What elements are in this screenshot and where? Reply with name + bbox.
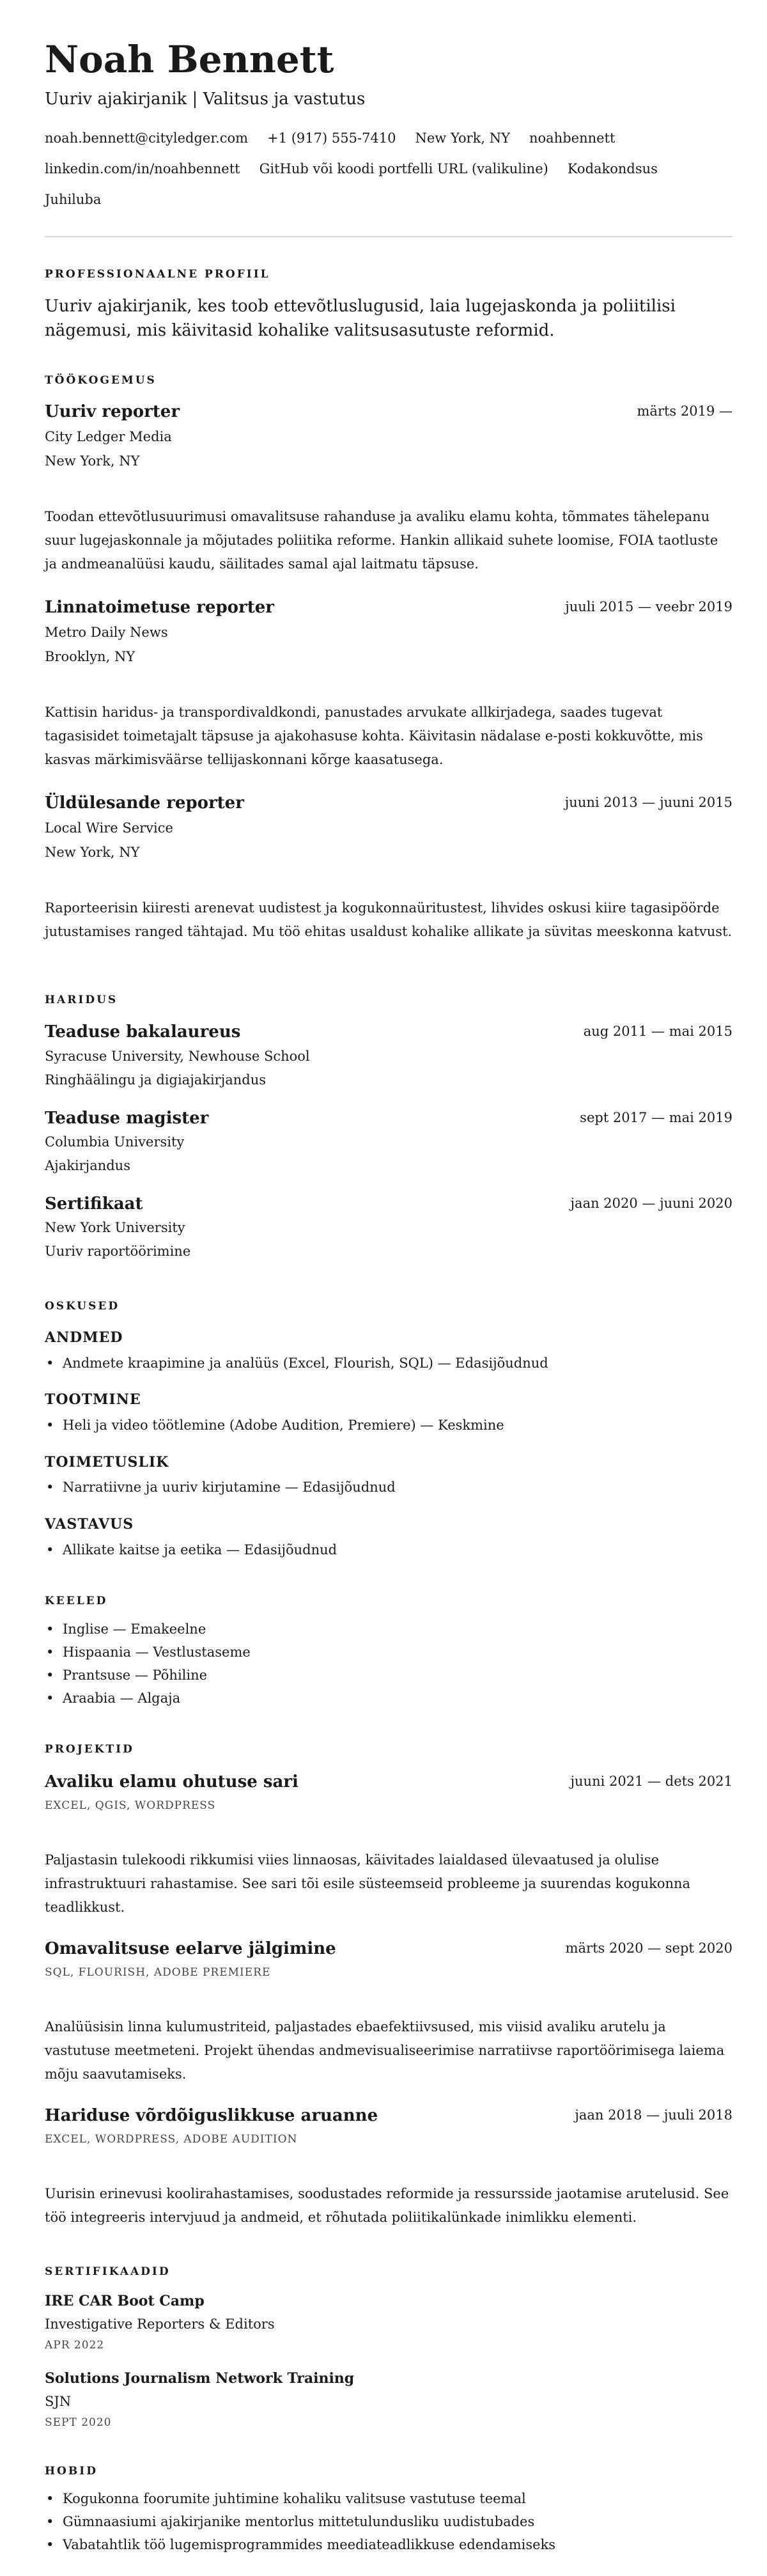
contact-email[interactable]: noah.bennett@cityledger.com [45, 130, 249, 146]
project-dates: jaan 2018 — juuli 2018 [575, 2107, 732, 2123]
job-title: Linnatoimetuse reporter [45, 598, 274, 617]
skill-group-title: TOIMETUSLIK [45, 1454, 169, 1471]
skills-heading: OSKUSED [45, 1300, 120, 1313]
job-employer: City Ledger Media [45, 429, 172, 444]
cert-name: Solutions Journalism Network Training [45, 2370, 355, 2387]
job-title: Üldülesande reporter [45, 793, 244, 813]
language-item: • Inglise — Emakeelne [63, 1620, 206, 1639]
contact-location: New York, NY [415, 130, 510, 146]
job-employer: Metro Daily News [45, 625, 168, 640]
project-title: Avaliku elamu ohutuse sari [45, 1772, 298, 1791]
degree-dates: jaan 2020 — juuni 2020 [570, 1196, 732, 1211]
job-description: Toodan ettevõtlusuurimusi omavalitsuse rahanduse ja avaliku elamu kohta, tõmmates tähelepanu suur lugejaskonnale ja mõjutades poliitika reforme. Hankin allikaid suhete loomise, FOIA taotluste ja andmeanalüüsi kaudu, säilitades samal ajal laitmatu täpsuse. [45, 509, 718, 572]
projects-heading: PROJEKTID [45, 1743, 134, 1756]
contact-handle: noahbennett [529, 130, 616, 146]
cert-issuer: SJN [45, 2394, 72, 2409]
degree-field: Ajakirjandus [45, 1158, 130, 1173]
job-description: Raporteerisin kiiresti arenevat uudistest ja kogukonnaüritustest, lihvides oskusi kiire tagasipöörde jutustamises ranged tähtajad. Mu töö ehitas usaldust kohalike allikate ja süvitas meeskonna katvust. [45, 900, 732, 939]
languages-heading: KEELED [45, 1595, 108, 1607]
degree-dates: aug 2011 — mai 2015 [583, 1024, 732, 1039]
job-description: Kattisin haridus- ja transpordivaldkondi, panustades arvukate allkirjadega, saades tugevat tagasisidet toimetajalt täpsuse ja ajakohasuse kohta. Käivitasin nädalase e-posti kokkuvõtte, mis kasvas märkimisväärse tellijaskonnani kõrge kaasatusega. [45, 705, 703, 767]
contact-portfolio: GitHub või koodi portfelli URL (valikuline) [259, 161, 548, 176]
contact-citizenship: Kodakondsus [567, 161, 658, 176]
cert-date: APR 2022 [45, 2339, 105, 2352]
language-item: • Hispaania — Vestlustaseme [63, 1643, 251, 1662]
degree-field: Ringhäälingu ja digiajakirjandus [45, 1072, 267, 1088]
project-description: Analüüsisin linna kulumustriteid, paljastades ebaefektiivsused, mis viisid avaliku arutelu ja vastutuse meetmeteni. Projekt ühendas andmevisualiseerimise narratiivse raportöörimisega laiema mõju saavutamiseks. [45, 2019, 725, 2082]
job-location: New York, NY [45, 453, 140, 469]
skill-item: • Heli ja video töötlemine (Adobe Audition, Premiere) — Keskmine [63, 1416, 504, 1435]
certifications-heading: SERTIFIKAADID [45, 2265, 171, 2278]
degree-school: Syracuse University, Newhouse School [45, 1049, 310, 1064]
project-description: Uurisin erinevusi koolirahastamises, soodustades reformide ja ressursside jaotamise arutelusid. See töö integreeris intervjuud ja andmeid, et rõhutada poliitikalünkade inimlikku elementi. [45, 2186, 729, 2225]
profile-heading: PROFESSIONAALNE PROFIIL [45, 268, 270, 281]
hobby-item: • Vabatahtlik töö lugemisprogrammides meediateadlikkuse edendamiseks [63, 2535, 555, 2554]
job-dates: märts 2019 — [637, 403, 732, 419]
skill-item: • Andmete kraapimine ja analüüs (Excel, Flourish, SQL) — Edasijõudnud [63, 1354, 548, 1373]
degree-title: Teaduse bakalaureus [45, 1022, 241, 1042]
degree-dates: sept 2017 — mai 2019 [580, 1110, 732, 1125]
job-dates: juuni 2013 — juuni 2015 [564, 795, 732, 810]
job-location: New York, NY [45, 845, 140, 860]
language-item: • Araabia — Algaja [63, 1689, 180, 1708]
candidate-subtitle: Uuriv ajakirjanik | Valitsus ja vastutus [45, 90, 366, 109]
project-tech: EXCEL, QGIS, WORDPRESS [45, 1799, 216, 1812]
skill-item: • Narratiivne ja uuriv kirjutamine — Edasijõudnud [63, 1478, 396, 1497]
degree-school: New York University [45, 1220, 185, 1235]
skill-item: • Allikate kaitse ja eetika — Edasijõudnud [63, 1540, 337, 1559]
project-title: Omavalitsuse eelarve jälgimine [45, 1939, 336, 1958]
degree-field: Uuriv raportöörimine [45, 1244, 191, 1259]
cert-date: SEPT 2020 [45, 2416, 112, 2429]
skill-group-title: TOOTMINE [45, 1391, 141, 1408]
project-tech: SQL, FLOURISH, ADOBE PREMIERE [45, 1966, 271, 1979]
project-title: Hariduse võrdõiguslikkuse aruanne [45, 2106, 378, 2125]
language-item: • Prantsuse — Põhiline [63, 1666, 207, 1685]
profile-summary: Uuriv ajakirjanik, kes toob ettevõtluslugusid, laia lugejaskonda ja poliitilisi nägemusi, mis käivitasid kohalike valitsusasutuste reformid. [45, 297, 676, 340]
job-location: Brooklyn, NY [45, 649, 136, 664]
project-dates: märts 2020 — sept 2020 [565, 1940, 732, 1956]
degree-title: Teaduse magister [45, 1109, 209, 1128]
skill-group-title: ANDMED [45, 1329, 123, 1346]
experience-heading: TÖÖKOGEMUS [45, 374, 157, 387]
project-tech: EXCEL, WORDPRESS, ADOBE AUDITION [45, 2133, 298, 2146]
job-dates: juuli 2015 — veebr 2019 [565, 599, 732, 614]
contact-drivers-license: Juhiluba [45, 192, 102, 207]
hobbies-heading: HOBID [45, 2465, 98, 2478]
job-title: Uuriv reporter [45, 402, 180, 421]
hobby-item: • Gümnaasiumi ajakirjanike mentorlus mittetulundusliku uudistubades [63, 2512, 534, 2531]
header-divider [45, 236, 732, 237]
project-description: Paljastasin tulekoodi rikkumisi viies linnaosas, käivitades laialdased ülevaatused ja olulise infrastruktuuri rahastamise. See sari tõi esile süsteemseid probleeme ja suurendas kogukonna teadlikkust. [45, 1852, 691, 1915]
contact-linkedin[interactable]: linkedin.com/in/noahbennett [45, 161, 240, 176]
skill-group-title: VASTAVUS [45, 1516, 134, 1533]
degree-school: Columbia University [45, 1134, 185, 1150]
candidate-name: Noah Bennett [45, 38, 334, 81]
hobby-item: • Kogukonna foorumite juhtimine kohaliku valitsuse vastutuse teemal [63, 2489, 526, 2508]
degree-title: Sertifikaat [45, 1194, 143, 1214]
project-dates: juuni 2021 — dets 2021 [570, 1774, 732, 1789]
job-employer: Local Wire Service [45, 820, 173, 836]
contact-phone[interactable]: +1 (917) 555-7410 [267, 130, 396, 146]
contact-list [45, 123, 732, 215]
cert-issuer: Investigative Reporters & Editors [45, 2316, 275, 2332]
cert-name: IRE CAR Boot Camp [45, 2293, 205, 2309]
education-heading: HARIDUS [45, 994, 118, 1006]
